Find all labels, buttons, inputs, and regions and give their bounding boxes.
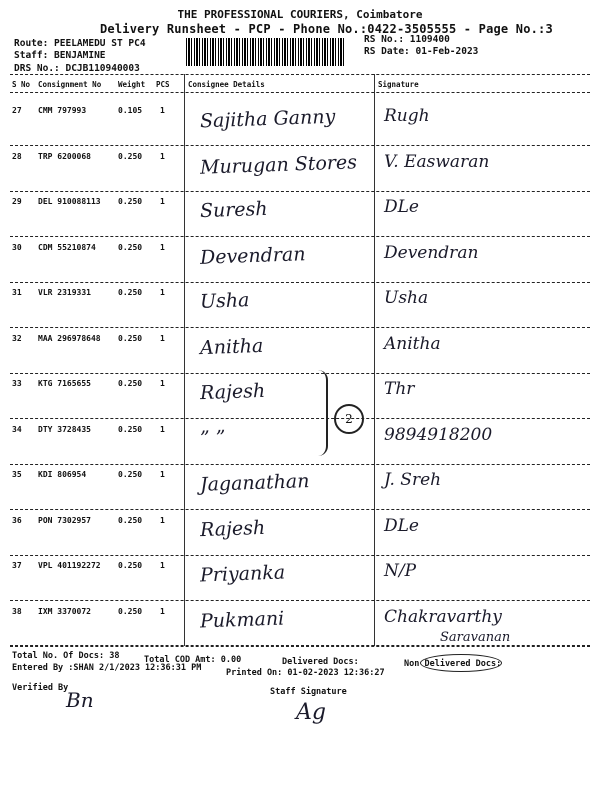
receiver-signature: Devendran xyxy=(384,243,479,263)
extra-signature: Saravanan xyxy=(440,630,511,645)
receiver-signature: DLe xyxy=(384,516,419,536)
group-brace xyxy=(316,370,328,456)
row-consignment: DTY 3728435 xyxy=(38,425,91,434)
receiver-signature: Chakravarthy xyxy=(384,607,502,627)
row-pcs: 1 xyxy=(160,152,165,161)
staff-label: Staff: BENJAMINE xyxy=(14,50,106,61)
rs-date: RS Date: 01-Feb-2023 xyxy=(364,46,479,57)
row-sno: 30 xyxy=(12,243,22,252)
receiver-signature: Anitha xyxy=(384,334,441,354)
table-row xyxy=(0,419,600,464)
row-pcs: 1 xyxy=(160,516,165,525)
row-sno: 35 xyxy=(12,470,22,479)
row-consignment: VLR 2319331 xyxy=(38,288,91,297)
row-consignment: IXM 3370072 xyxy=(38,607,91,616)
table-row xyxy=(0,510,600,555)
consignee-handwriting: Rajesh xyxy=(199,516,266,542)
printed-on: Printed On: 01-02-2023 12:36:27 xyxy=(226,668,385,678)
col-header-signature: Signature xyxy=(378,80,419,89)
table-row xyxy=(0,100,600,145)
consignee-handwriting: Pukmani xyxy=(199,607,285,633)
consignee-handwriting: Usha xyxy=(199,289,250,313)
verified-signature: Bn xyxy=(66,688,94,712)
row-weight: 0.250 xyxy=(118,379,143,388)
entered-by: Entered By :SHAN 2/1/2023 12:36:31 PM xyxy=(12,663,202,673)
row-consignment: KTG 7165655 xyxy=(38,379,91,388)
row-sno: 27 xyxy=(12,106,22,115)
row-weight: 0.250 xyxy=(118,334,143,343)
col-header-consignment: Consignment No xyxy=(38,80,102,89)
row-weight: 0.250 xyxy=(118,243,143,252)
row-sno: 36 xyxy=(12,516,22,525)
consignee-handwriting: Suresh xyxy=(199,197,268,223)
row-weight: 0.250 xyxy=(118,607,143,616)
row-pcs: 1 xyxy=(160,243,165,252)
row-pcs: 1 xyxy=(160,561,165,570)
receiver-signature: 9894918200 xyxy=(384,425,493,445)
table-header-rule xyxy=(10,92,590,93)
table-row xyxy=(0,555,600,600)
row-sno: 28 xyxy=(12,152,22,161)
row-consignment: VPL 401192272 xyxy=(38,561,101,570)
consignee-handwriting: Devendran xyxy=(199,243,306,269)
row-pcs: 1 xyxy=(160,607,165,616)
col-header-pcs: PCS xyxy=(156,80,170,89)
receiver-signature: Rugh xyxy=(384,106,430,126)
route-label: Route: PEELAMEDU ST PC4 xyxy=(14,38,146,49)
consignee-handwriting: Anitha xyxy=(199,334,264,360)
delivered-docs: Delivered Docs: xyxy=(282,657,359,667)
table-row xyxy=(0,373,600,418)
table-row xyxy=(0,328,600,373)
non-delivered-docs: Non Delivered Docs: xyxy=(404,659,502,669)
runsheet-title: THE PROFESSIONAL COURIERS, Coimbatore xyxy=(177,8,423,21)
total-cod: Total COD Amt: 0.00 xyxy=(144,655,242,665)
receiver-signature: Usha xyxy=(384,288,429,308)
consignee-handwriting: Jaganathan xyxy=(199,470,310,496)
row-weight: 0.250 xyxy=(118,470,143,479)
total-docs: Total No. Of Docs: 38 xyxy=(12,651,120,661)
row-sno: 33 xyxy=(12,379,22,388)
row-sno: 29 xyxy=(12,197,22,206)
receiver-signature: V. Easwaran xyxy=(384,152,490,172)
row-consignment: MAA 296978648 xyxy=(38,334,101,343)
table-row xyxy=(0,146,600,191)
table-row xyxy=(0,464,600,509)
table-top-rule xyxy=(10,74,590,75)
row-consignment: DEL 910088113 xyxy=(38,197,101,206)
row-pcs: 1 xyxy=(160,379,165,388)
row-sno: 34 xyxy=(12,425,22,434)
barcode xyxy=(186,38,346,66)
circled-count: 2 xyxy=(334,404,364,434)
consignee-handwriting: ” ” xyxy=(199,426,226,450)
verified-by: Verified By xyxy=(12,683,69,693)
row-sno: 38 xyxy=(12,607,22,616)
row-consignment: CDM 55210874 xyxy=(38,243,96,252)
consignee-handwriting: Priyanka xyxy=(199,561,286,587)
row-weight: 0.250 xyxy=(118,516,143,525)
consignee-handwriting: Murugan Stores xyxy=(199,151,358,179)
staff-signature-label: Staff Signature xyxy=(270,687,347,697)
receiver-signature: Thr xyxy=(384,379,415,399)
receiver-signature: J. Sreh xyxy=(384,470,442,490)
row-weight: 0.250 xyxy=(118,288,143,297)
receiver-signature: N/P xyxy=(384,561,417,581)
row-weight: 0.250 xyxy=(118,425,143,434)
row-pcs: 1 xyxy=(160,197,165,206)
row-consignment: PON 7302957 xyxy=(38,516,91,525)
col-header-consignee: Consignee Details xyxy=(188,80,265,89)
row-pcs: 1 xyxy=(160,425,165,434)
row-sno: 31 xyxy=(12,288,22,297)
table-row xyxy=(0,191,600,236)
table-row xyxy=(0,237,600,282)
staff-signature: Ag xyxy=(296,700,326,725)
row-consignment: KDI 806954 xyxy=(38,470,87,479)
row-pcs: 1 xyxy=(160,288,165,297)
footer-rule xyxy=(10,645,590,646)
col-header-sno: S No xyxy=(12,80,31,89)
row-pcs: 1 xyxy=(160,106,165,115)
row-sno: 37 xyxy=(12,561,22,570)
runsheet-subtitle: Delivery Runsheet - PCP - Phone No.:0422-3505555 - Page No.:3 xyxy=(100,22,553,36)
non-delivered-ellipse xyxy=(420,654,502,672)
row-weight: 0.105 xyxy=(118,106,143,115)
row-weight: 0.250 xyxy=(118,561,143,570)
row-consignment: TRP 6200068 xyxy=(38,152,91,161)
col-header-weight: Weight xyxy=(118,80,146,89)
drs-number: DRS No.: DCJB110940003 xyxy=(14,63,140,74)
row-pcs: 1 xyxy=(160,470,165,479)
rs-number: RS No.: 1109400 xyxy=(364,34,450,45)
consignee-handwriting: Rajesh xyxy=(199,379,266,405)
row-divider xyxy=(10,646,590,647)
row-consignment: CMM 797993 xyxy=(38,106,87,115)
receiver-signature: DLe xyxy=(384,197,419,217)
row-pcs: 1 xyxy=(160,334,165,343)
table-row xyxy=(0,282,600,327)
row-weight: 0.250 xyxy=(118,152,143,161)
row-sno: 32 xyxy=(12,334,22,343)
consignee-handwriting: Sajitha Ganny xyxy=(199,105,336,133)
row-weight: 0.250 xyxy=(118,197,143,206)
